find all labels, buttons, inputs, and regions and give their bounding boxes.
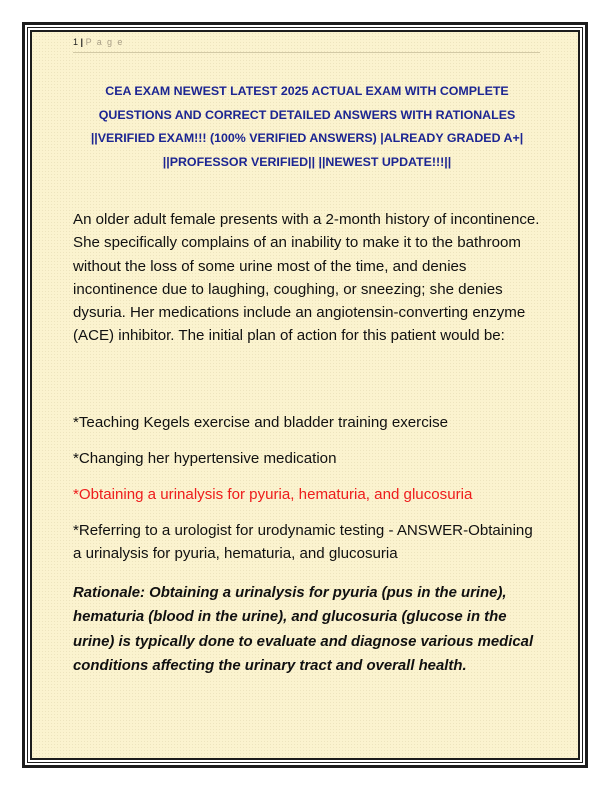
- page-separator: |: [80, 37, 84, 47]
- answer-option: *Changing her hypertensive medication: [73, 450, 337, 467]
- rationale-text: Rationale: Obtaining a urinalysis for pyuria (pus in the urine), hematuria (blood in the urine), and glucosuria (glucose in the urine) is typically done to evaluate and diagnose various medical conditions affecting the urinary tract and overall health.: [73, 585, 534, 675]
- document-title: CEA EXAM NEWEST LATEST 2025 ACTUAL EXAM WITH COMPLETE QUESTIONS AND CORRECT DETAILED ANSWERS WITH RATIONALES ||VERIFIED EXAM!!! (100% VERIFIED ANSWERS) |ALREADY GRADED A+| ||PROFESSOR VERIFIED|| ||NEWEST UPDATE!!!||: [90, 84, 524, 169]
- answer-option-correct: *Obtaining a urinalysis for pyuria, hematuria, and glucosuria: [73, 486, 473, 503]
- answer-option: *Teaching Kegels exercise and bladder training exercise: [73, 414, 449, 431]
- page-header: [73, 36, 540, 53]
- answer-option-with-answer-key: *Referring to a urologist for urodynamic testing - ANSWER-Obtaining a urinalysis for pyuria, hematuria, and glucosuria: [73, 522, 533, 563]
- page-number: 1: [73, 37, 79, 47]
- question-stem: An older adult female presents with a 2-month history of incontinence. She specifically complains of an inability to make it to the bathroom without the loss of some urine most of the time, and denies incontinence due to laughing, coughing, or sneezing; she denies dysuria. Her medications include an angiotensin-converting enzyme (ACE) inhibitor. The initial plan of action for this patient would be:: [73, 211, 540, 345]
- page-label: P a g e: [85, 37, 124, 47]
